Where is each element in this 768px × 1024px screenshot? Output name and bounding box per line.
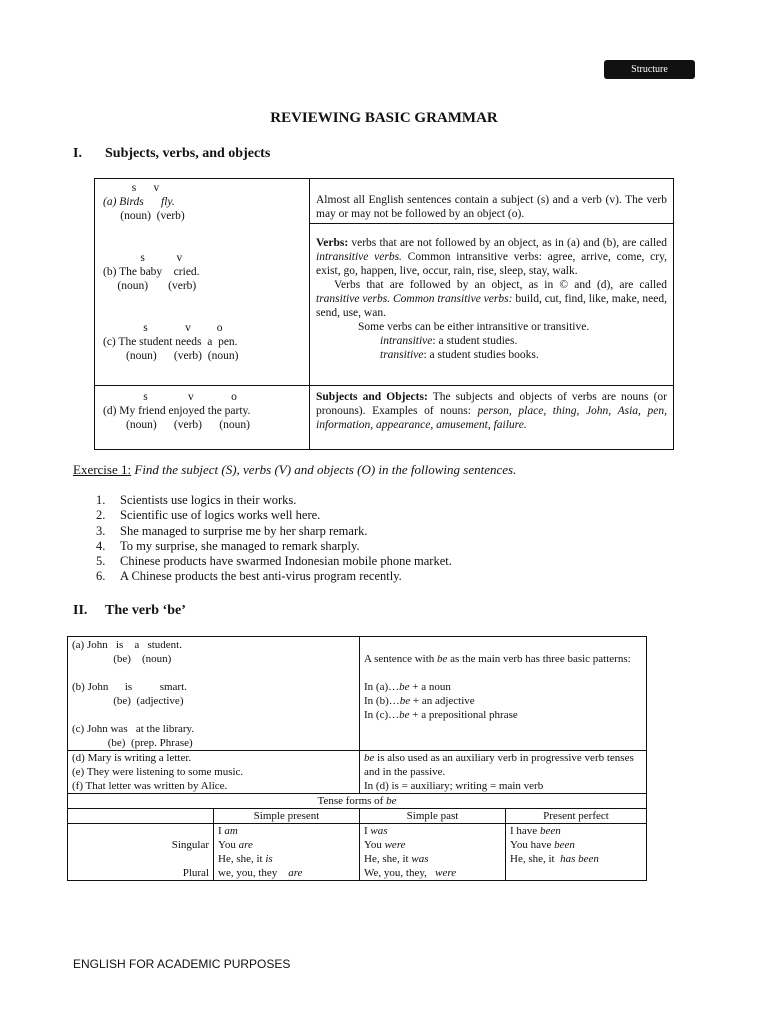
section-1-title: Subjects, verbs, and objects: [105, 146, 271, 161]
transitive-example: : a student studies books.: [423, 349, 539, 361]
simple-present-cell: I am You are He, she, it is we, you, they are: [214, 824, 360, 881]
subjects-objects-italic: person, place, thing, John, Asia, pen, information, appearance, amusement, failure.: [316, 405, 668, 431]
row-labels-cell: Singular Plural: [68, 824, 214, 881]
section-1-heading: [73, 146, 270, 162]
list-item: 3. She managed to surprise me by her sharp remark.: [96, 523, 368, 538]
header-simple-past: Simple past: [360, 809, 506, 824]
simple-past-cell: I was You were He, she, it was We, you, they, were: [360, 824, 506, 881]
be-patterns-cell: A sentence with be as the main verb has three basic patterns: In (a)…be + a noun In (b)…be + an adjective In (c)…be + a prepositional phrase: [360, 637, 647, 751]
header-present-perfect: Present perfect: [506, 809, 647, 824]
trans-italic: transitive verbs. Common transitive verbs:: [316, 293, 513, 305]
be-example-line: (a) John is a student.: [72, 639, 182, 651]
subjects-objects-text: The subjects and objects of verbs are nouns (or pronouns). Examples of nouns:: [316, 391, 668, 417]
example-b-sentence: (b) The baby cried.: [103, 266, 200, 278]
be-examples-cell: [68, 637, 360, 751]
present-perfect-cell: I have been You have been He, she, it has been: [506, 824, 647, 881]
example-a-marks: s v: [103, 182, 160, 194]
example-a-sentence: (a) Birds fly.: [103, 196, 175, 208]
list-item: 1. Scientists use logics in their works.: [96, 493, 297, 507]
subjects-objects-cell: [310, 386, 674, 450]
tense-forms-title: Tense forms of be: [68, 794, 647, 809]
be-example-line: [72, 666, 355, 680]
auxiliary-examples-cell: (d) Mary is writing a letter. (e) They were listening to some music. (f) That letter was written by Alice.: [68, 751, 360, 794]
be-example-line: (be) (noun): [72, 653, 172, 665]
exercise-1-label: Exercise 1:: [73, 462, 132, 477]
list-item: 5. Chinese products have swarmed Indonesian mobile phone market.: [96, 554, 452, 569]
list-item: 2. Scientific use of logics works well here.: [96, 508, 321, 523]
intransitive-label: intransitive: [380, 335, 433, 347]
be-example-line: (c) John was at the library.: [72, 723, 195, 735]
verbs-italic-1: intransitive verbs.: [316, 251, 402, 263]
pattern-c: In (c)…be + a prepositional phrase: [364, 709, 518, 721]
intro-cell: Almost all English sentences contain a subject (s) and a verb (v). The verb may or may not be followed by an object (o).: [310, 179, 674, 224]
trans-text-2: build, cut, find, like, make, need, send, use, wan.: [316, 293, 668, 319]
exercise-1-heading: [73, 462, 516, 478]
transitive-label: transitive: [380, 349, 424, 361]
verbs-label: Verbs:: [316, 237, 349, 249]
exercise-1-instruction: Find the subject (S), verbs (V) and objects (O) in the following sentences.: [131, 462, 517, 477]
page-title: REVIEWING BASIC GRAMMAR: [270, 110, 498, 126]
be-example-line: [72, 708, 355, 722]
auxiliary-note-cell: be is also used as an auxiliary verb in progressive verb tenses and in the passive. In (d) is = auxiliary; writing = main verb: [360, 751, 647, 794]
exercise-list: [96, 493, 452, 585]
section-2-heading: [73, 603, 186, 619]
section-2-title: The verb ‘be’: [105, 603, 186, 618]
example-b-marks: s v: [103, 252, 183, 264]
example-c-sentence: (c) The student needs a pen.: [103, 336, 238, 348]
example-d-marks: s v o: [103, 391, 237, 403]
be-example-line: (b) John is smart.: [72, 681, 187, 693]
example-d-roles: (noun) (verb) (noun): [103, 419, 250, 431]
section-1-number: I.: [73, 146, 82, 161]
subjects-objects-label: Subjects and Objects:: [316, 391, 428, 403]
example-a-roles: (noun) (verb): [103, 210, 185, 222]
pattern-a: In (a)…be + a noun: [364, 681, 451, 693]
example-c-marks: s v o: [103, 322, 223, 334]
example-d-cell: [95, 386, 310, 450]
pattern-b: In (b)…be + an adjective: [364, 695, 475, 707]
structure-tag: Structure: [604, 60, 695, 79]
example-d-sentence: (d) My friend enjoyed the party.: [103, 405, 251, 417]
section-2-number: II.: [73, 603, 88, 618]
page-footer: ENGLISH FOR ACADEMIC PURPOSES: [73, 957, 291, 971]
empty-header-cell: [68, 809, 214, 824]
header-simple-present: Simple present: [214, 809, 360, 824]
either-text: Some verbs can be either intransitive or transitive.: [358, 321, 590, 333]
examples-ab-cell: [95, 179, 310, 386]
list-item: 6. A Chinese products the best anti-virus program recently.: [96, 569, 402, 584]
example-b-roles: (noun) (verb): [103, 280, 197, 292]
verbs-cell: [310, 224, 674, 386]
verbs-text-1: verbs that are not followed by an object, as in (a) and (b), are called: [348, 237, 667, 249]
grammar-table-2: [67, 636, 647, 881]
verbs-text-2: Common intransitive verbs: agree, arrive, come, cry, exist, go, happen, live, occur, rain, rise, sleep, stay, walk.: [316, 251, 667, 277]
trans-text-1: Verbs that are followed by an object, as in © and (d), are called: [334, 279, 667, 291]
grammar-table-1: [94, 178, 674, 450]
intransitive-example: : a student studies.: [432, 335, 518, 347]
example-c-roles: (noun) (verb) (noun): [103, 350, 239, 362]
be-example-line: (be) (prep. Phrase): [72, 737, 193, 749]
list-item: 4. To my surprise, she managed to remark sharply.: [96, 538, 360, 553]
be-example-line: (be) (adjective): [72, 695, 184, 707]
